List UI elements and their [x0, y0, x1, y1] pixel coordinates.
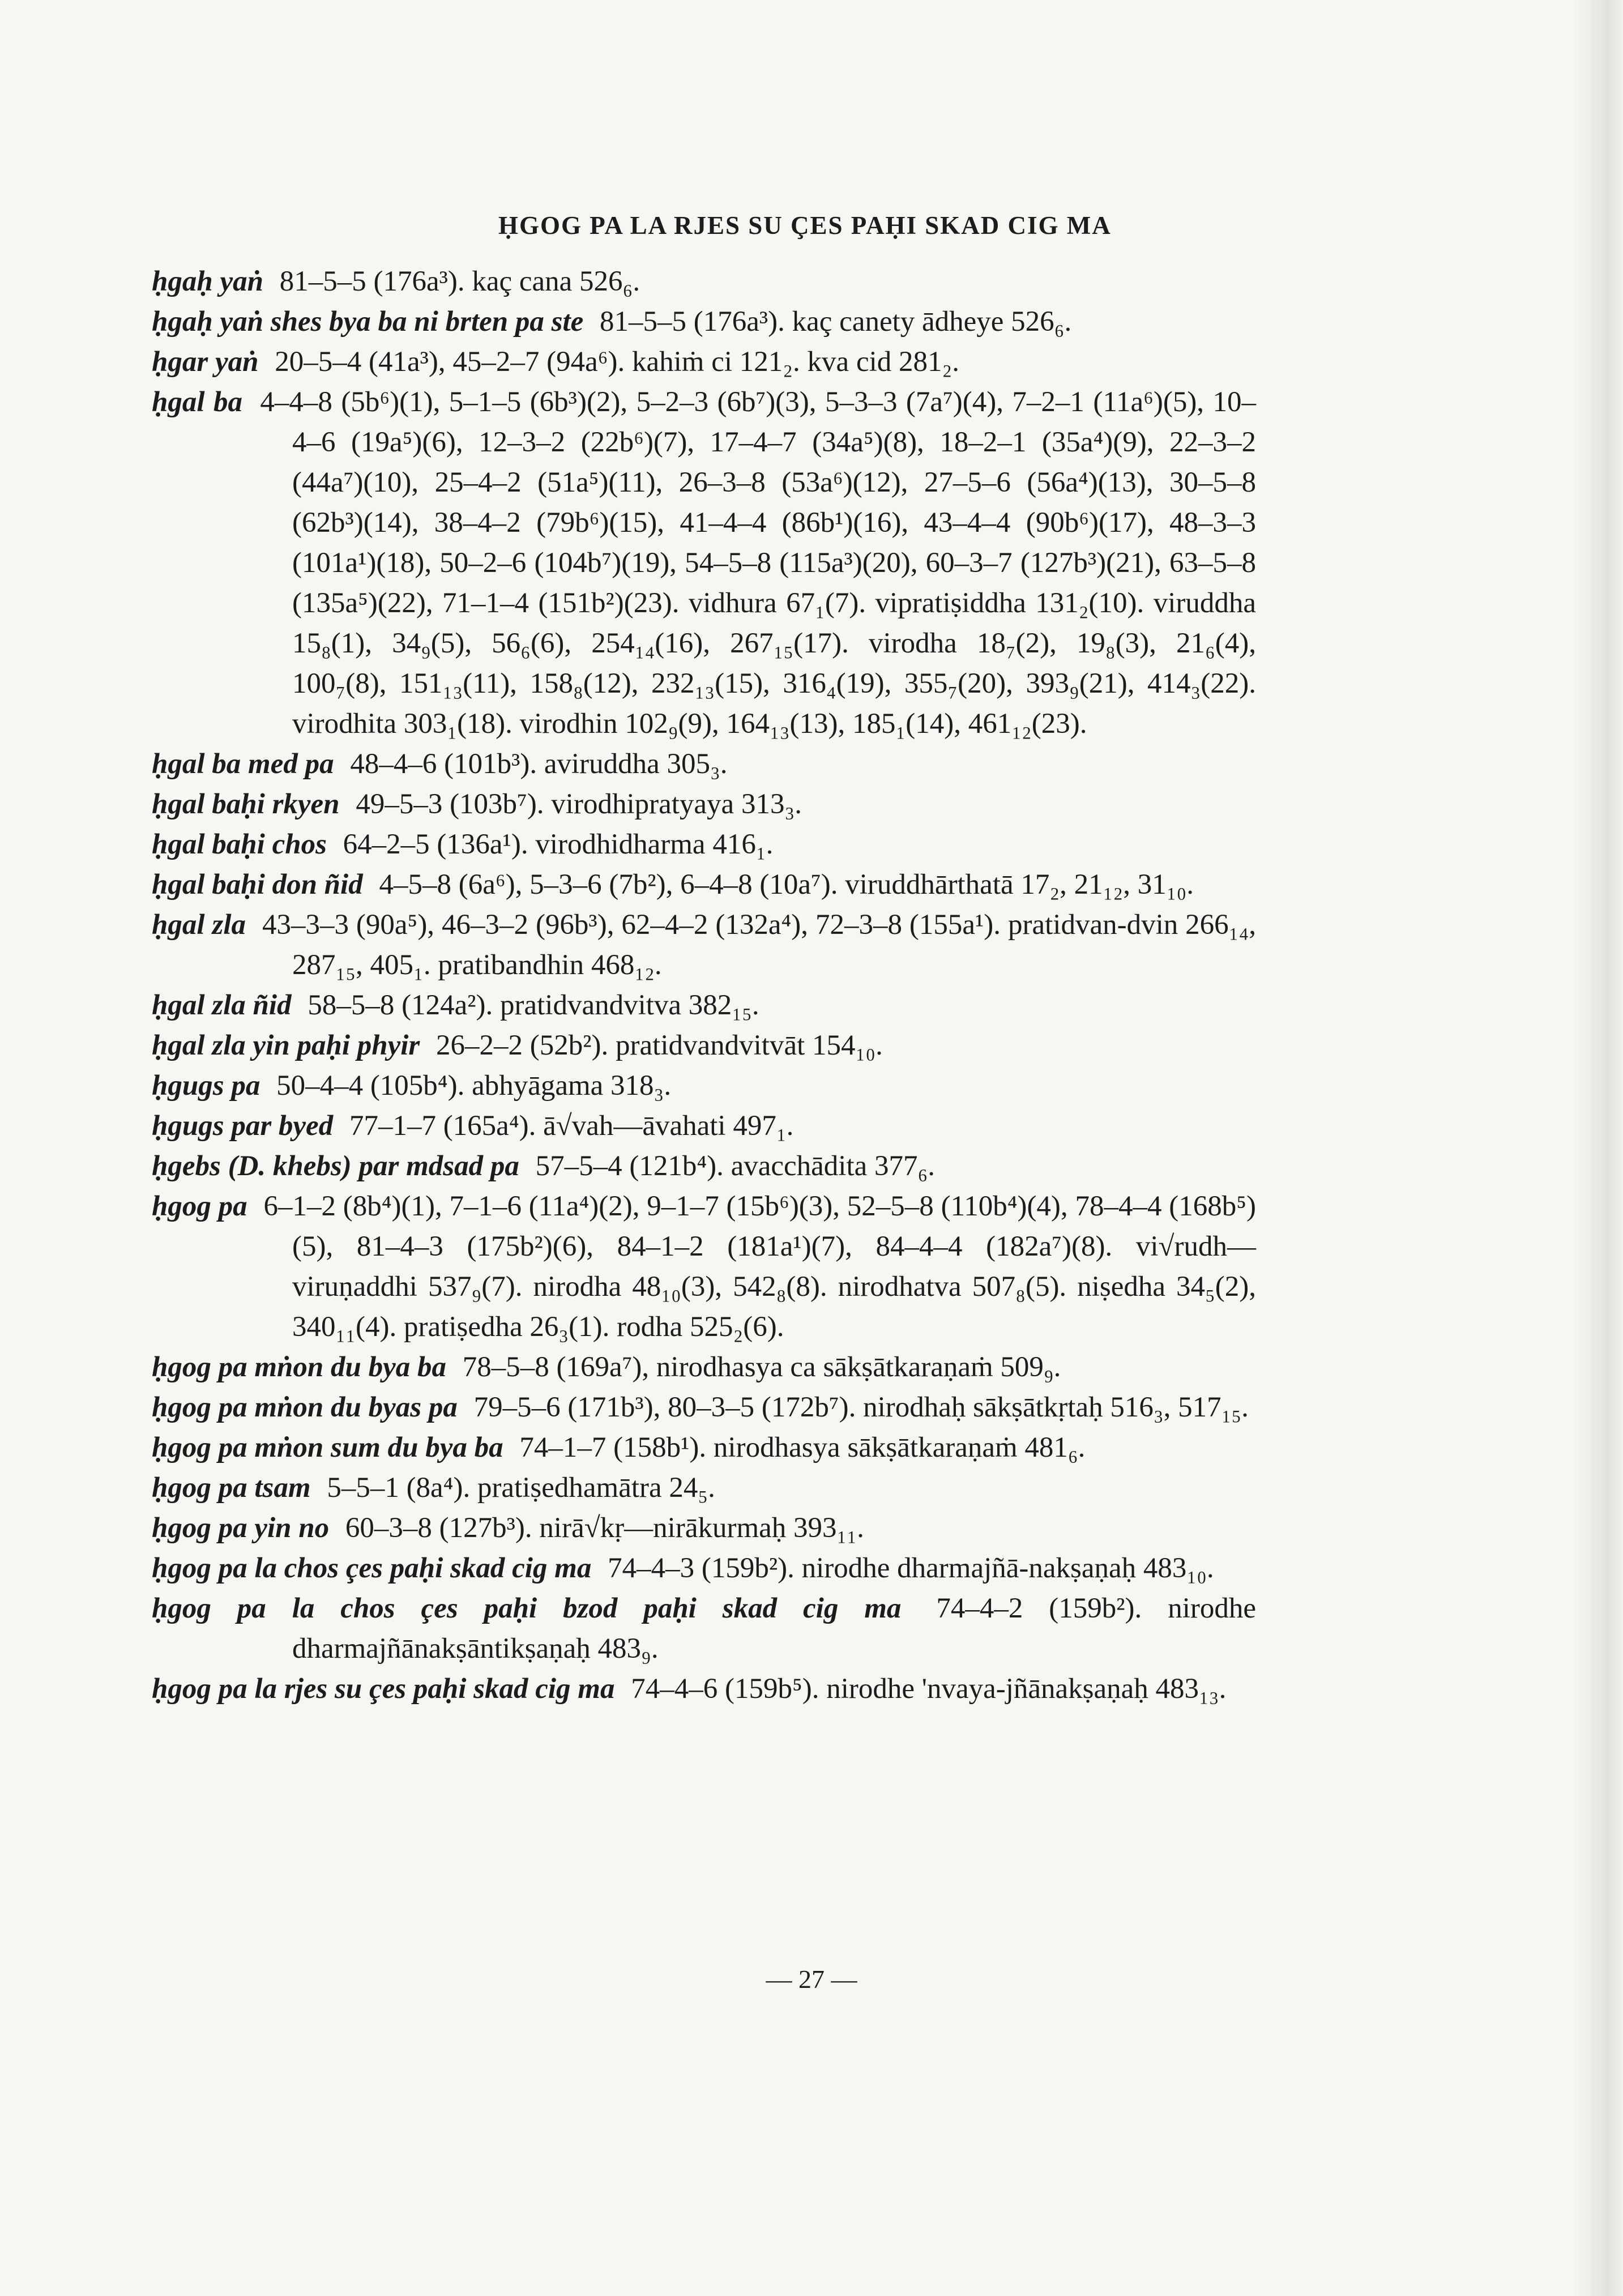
entry-references: 4–4–8 (5b⁶)(1), 5–1–5 (6b³)(2), 5–2–3 (6b⁷)(3), 5–3–3 (7a⁷)(4), 7–2–1 (11a⁶)(5), 10–4–6 (19a⁵)(6), 12–3–2 (22b⁶)(7), 17–4–7 (34a⁵)(8), 18–2–1 (35a⁴)(9), 22–3–2 (44a⁷)(10), 25–4–2 (51a⁵)(11), 26–3–8 (53a⁶)(12), 27–5–6 (56a⁴)(13), 30–5–8 (62b³)(14), 38–4–2 (79b⁶)(15), 41–4–4 (86b¹)(16), 43–4–4 (90b⁶)(17), 48–3–3 (101a¹)(18), 50–2–6 (104b⁷)(19), 54–5–8 (115a³)(20), 60–3–7 (127b³)(21), 63–5–8 (135a⁵)(22), 71–1–4 (151b²)(23). vidhura 67₁(7). vipratiṣiddha 131₂(10). viruddha 15₈(1), 34₉(5), 56₆(6), 254₁₄(16), 267₁₅(17). virodha 18₇(2), 19₈(3), 21₆(4), 100₇(8), 151₁₃(11), 158₈(12), 232₁₃(15), 316₄(19), 355₇(20), 393₉(21), 414₃(22). virodhita 303₁(18). virodhin 102₉(9), 164₁₃(13), 185₁(14), 461₁₂(23). [260, 386, 1256, 740]
entry-term: ḥgog pa yin no [152, 1512, 330, 1544]
entry-term: ḥgal ba med pa [152, 748, 334, 780]
entry-references: 49–5–3 (103b⁷). virodhipratyaya 313₃. [356, 788, 802, 820]
entry-term: ḥgog pa la chos çes paḥi skad cig ma [152, 1552, 592, 1584]
glossary-entry [152, 1388, 1256, 1428]
entry-term: ḥgog pa la rjes su çes paḥi skad cig ma [152, 1673, 615, 1705]
entry-term: ḥgal zla ñid [152, 989, 292, 1021]
entry-references: 43–3–3 (90a⁵), 46–3–2 (96b³), 62–4–2 (132a⁴), 72–3–8 (155a¹). pratidvan-dvin 266₁₄, 287₁₅, 405₁. pratibandhin 468₁₂. [262, 909, 1256, 981]
glossary-entry [152, 825, 1256, 865]
entry-term: ḥgal baḥi chos [152, 829, 327, 860]
entry-references: 78–5–8 (169a⁷), nirodhasya ca sākṣātkaraṇaṁ 509₉. [462, 1351, 1061, 1383]
glossary-entry [152, 865, 1256, 905]
entry-term: ḥgal zla yin paḥi phyir [152, 1030, 420, 1061]
entry-term: ḥgebs (D. khebs) par mdsad pa [152, 1150, 519, 1182]
entry-references: 5–5–1 (8a⁴). pratiṣedhamātra 24₅. [327, 1472, 715, 1504]
entry-references: 20–5–4 (41a³), 45–2–7 (94a⁶). kahiṁ ci 121₂. kva cid 281₂. [275, 346, 960, 378]
entry-term: ḥgog pa la chos çes paḥi bzod paḥi skad cig ma [152, 1593, 902, 1624]
glossary-entry [152, 1468, 1256, 1508]
entry-term: ḥgog pa mṅon sum du bya ba [152, 1432, 503, 1463]
entry-references: 26–2–2 (52b²). pratidvandvitvāt 154₁₀. [436, 1030, 883, 1061]
entry-term: ḥgal ba [152, 386, 242, 418]
entry-term: ḥgog pa tsam [152, 1472, 311, 1504]
entry-term: ḥgog pa mṅon du bya ba [152, 1351, 447, 1383]
entry-references: 74–4–2 (159b²). nirodhe dharmajñānakṣāntikṣaṇaḥ 483₉. [292, 1593, 1256, 1665]
entry-term: ḥgar yaṅ [152, 346, 259, 378]
glossary-entry [152, 1508, 1256, 1548]
glossary-entry [152, 1146, 1256, 1187]
glossary-entry [152, 302, 1256, 342]
glossary-entry [152, 262, 1256, 302]
entry-references: 60–3–8 (127b³). nirā√kṛ—nirākurmaḥ 393₁₁. [345, 1512, 864, 1544]
glossary-entry [152, 1066, 1256, 1106]
entry-references: 81–5–5 (176a³). kaç canety ādheye 526₆. [600, 306, 1072, 338]
entry-references: 74–1–7 (158b¹). nirodhasya sākṣātkaraṇaṁ 481₆. [519, 1432, 1086, 1463]
entry-term: ḥgog pa [152, 1190, 247, 1222]
glossary-entry [152, 1589, 1256, 1669]
entry-references: 57–5–4 (121b⁴). avacchādita 377₆. [535, 1150, 936, 1182]
entry-references: 58–5–8 (124a²). pratidvandvitva 382₁₅. [307, 989, 759, 1021]
entry-term: ḥgal baḥi rkyen [152, 788, 340, 820]
entry-term: ḥgal zla [152, 909, 246, 941]
entry-references: 48–4–6 (101b³). aviruddha 305₃. [350, 748, 728, 780]
entry-references: 50–4–4 (105b⁴). abhyāgama 318₃. [276, 1070, 672, 1102]
glossary-entry [152, 985, 1256, 1026]
entry-references: 74–4–3 (159b²). nirodhe dharmajñā-nakṣaṇaḥ 483₁₀. [608, 1552, 1214, 1584]
entry-term: ḥgugs par byed [152, 1110, 334, 1142]
glossary-entries [152, 262, 1256, 1709]
running-header: ḤGOG PA LA RJES SU ÇES PAḤI SKAD CIG MA [498, 211, 1112, 240]
entry-term: ḥgal baḥi don ñid [152, 869, 363, 901]
glossary-entry [152, 744, 1256, 784]
glossary-entry [152, 1669, 1256, 1709]
entry-references: 6–1–2 (8b⁴)(1), 7–1–6 (11a⁴)(2), 9–1–7 (15b⁶)(3), 52–5–8 (110b⁴)(4), 78–4–4 (168b⁵)(5), 81–4–3 (175b²)(6), 84–1–2 (181a¹)(7), 84–4–4 (182a⁷)(8). vi√rudh—viruṇaddhi 537₉(7). nirodha 48₁₀(3), 542₈(8). nirodhatva 507₈(5). niṣedha 34₅(2), 340₁₁(4). pratiṣedha 26₃(1). rodha 525₂(6). [263, 1190, 1256, 1343]
glossary-entry [152, 382, 1256, 744]
glossary-entry [152, 905, 1256, 985]
entry-term: ḥgaḥ yaṅ shes bya ba ni brten pa ste [152, 306, 584, 338]
entry-references: 77–1–7 (165a⁴). ā√vah—āvahati 497₁. [349, 1110, 794, 1142]
entry-references: 4–5–8 (6a⁶), 5–3–6 (7b²), 6–4–8 (10a⁷). viruddhārthatā 17₂, 21₁₂, 31₁₀. [379, 869, 1194, 901]
glossary-entry [152, 1106, 1256, 1146]
glossary-entry [152, 1548, 1256, 1589]
entry-term: ḥgugs pa [152, 1070, 260, 1102]
page-binding-edge [1572, 0, 1623, 2296]
glossary-entry [152, 1187, 1256, 1347]
glossary-entry [152, 1428, 1256, 1468]
glossary-entry [152, 342, 1256, 382]
page-number: — 27 — [766, 1965, 857, 1994]
entry-term: ḥgog pa mṅon du byas pa [152, 1392, 458, 1423]
glossary-entry [152, 784, 1256, 825]
entry-references: 74–4–6 (159b⁵). nirodhe 'nvaya-jñānakṣaṇaḥ 483₁₃. [631, 1673, 1227, 1705]
entry-references: 79–5–6 (171b³), 80–3–5 (172b⁷). nirodhaḥ sākṣātkṛtaḥ 516₃, 517₁₅. [473, 1392, 1249, 1423]
entry-references: 64–2–5 (136a¹). virodhidharma 416₁. [343, 829, 774, 860]
entry-term: ḥgaḥ yaṅ [152, 266, 263, 297]
entry-references: 81–5–5 (176a³). kaç cana 526₆. [279, 266, 640, 297]
glossary-entry [152, 1026, 1256, 1066]
glossary-entry [152, 1347, 1256, 1388]
